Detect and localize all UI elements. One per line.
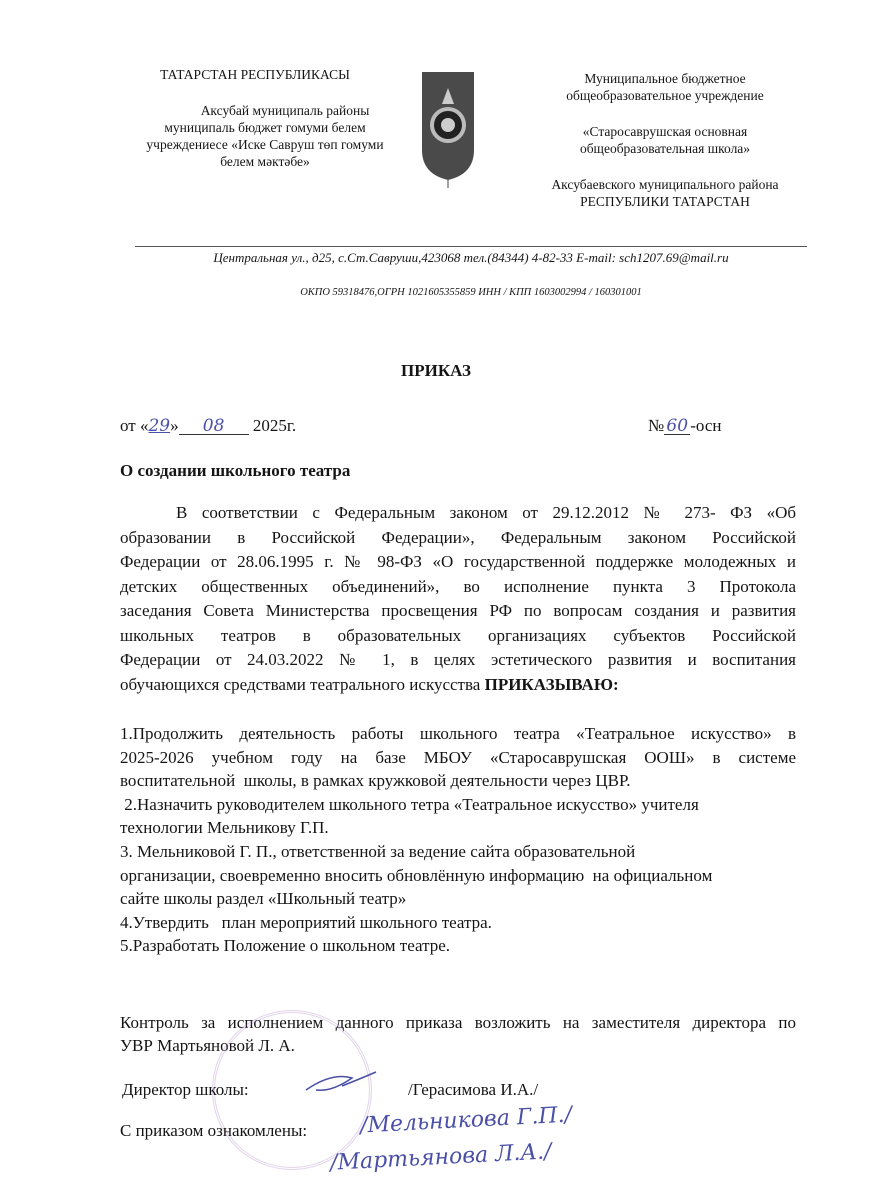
preamble-line: Федерации от 28.06.1995 г. № 98-ФЗ «О государственной поддержке молодежных и: [120, 552, 796, 571]
order-number-value: 60: [664, 418, 690, 435]
control-line: Контроль за исполнением данного приказа возложить на заместителя директора по: [120, 1013, 796, 1032]
date-prefix: от «: [120, 416, 149, 435]
preamble-line: [120, 675, 796, 695]
order-item-line: 5.Разработать Положение о школьном театре.: [120, 936, 451, 956]
registration-codes: ОКПО 59318476,ОГРН 1021605355859 ИНН / КПП 1603002994 / 160301001: [300, 287, 642, 298]
order-item-line: 4.Утвердить план мероприятий школьного театра.: [120, 912, 492, 932]
order-item-line: 2.Назначить руководителем школьного тетра «Театральное искусство» учителя: [120, 794, 699, 814]
header-left-line: Аксубай муниципаль районы: [200, 103, 370, 118]
order-item-line: воспитательной школы, в рамках кружковой деятельности через ЦВР.: [120, 771, 631, 791]
header-right: [540, 70, 790, 210]
header-left-line: белем мәктәбе»: [220, 154, 310, 169]
preamble-line: заседания Совета Министерства просвещения РФ по вопросам создания и развития: [120, 601, 796, 620]
preamble-line: В соответствии с Федеральным законом от 29.12.2012 № 273- ФЗ «Об: [176, 503, 796, 522]
header-left-line: муниципаль бюджет гомуми белем: [164, 120, 366, 135]
date-year: 2025г.: [252, 416, 297, 435]
order-number-suffix: -осн: [690, 416, 722, 435]
acquainted-label: С приказом ознакомлены:: [120, 1121, 308, 1140]
preamble-line: детских общественных объединений», во исполнение пункта 3 Протокола: [120, 576, 796, 596]
order-item-line: 2025-2026 учебном году на базе МБОУ «Старосаврушская ООШ» в системе: [120, 747, 796, 767]
order-item-line: технологии Мельникову Г.П.: [120, 818, 329, 838]
director-label: Директор школы:: [122, 1080, 249, 1099]
header-right-line: Аксубаевского муниципального района: [551, 177, 779, 192]
order-item-line: организации, своевременно вносить обновлённую информацию на официальном: [120, 865, 713, 885]
number-sign: №: [648, 416, 665, 435]
order-subject: О создании школьного театра: [120, 461, 351, 480]
header-right-line: «Старосаврушская основная: [582, 124, 748, 139]
acquainted-name: /Мельникова Г.П./: [359, 1102, 573, 1139]
date-month: 08: [179, 418, 249, 435]
director-signature: [302, 1068, 382, 1100]
header-left-republic: ТАТАРСТАН РЕСПУБЛИКАСЫ: [160, 67, 350, 82]
order-item-line: 1.Продолжить деятельность работы школьного театра «Театральное искусство» в: [120, 724, 796, 743]
director-name: /Герасимова И.А./: [408, 1080, 539, 1099]
header-right-line: общеобразовательная школа»: [579, 141, 751, 156]
header-divider: [135, 246, 807, 247]
header-right-line: РЕСПУБЛИКИ ТАТАРСТАН: [580, 194, 750, 209]
order-number: [648, 416, 721, 436]
header-left: [140, 66, 390, 170]
acquainted-name: /Мартьянова Л.А./: [329, 1139, 553, 1176]
control-line: УВР Мартьяновой Л. А.: [120, 1036, 295, 1055]
document-title: ПРИКАЗ: [401, 361, 471, 380]
order-item-line: 3. Мельниковой Г. П., ответственной за ведение сайта образовательной: [120, 842, 636, 861]
order-item-line: сайте школы раздел «Школьный театр»: [120, 889, 407, 909]
date-mid: »: [170, 416, 179, 435]
header-right-line: Муниципальное бюджетное: [584, 71, 746, 86]
order-word: ПРИКАЗЫВАЮ:: [484, 674, 619, 694]
date-day: 29: [148, 416, 171, 436]
preamble-text: обучающихся средствами театрального искусства: [120, 674, 485, 694]
header-left-line: учреждениесе «Иске Савруш төп гомуми: [146, 137, 384, 152]
preamble-line: школьных театров в образовательных организациях субъектов Российской: [120, 625, 796, 645]
header-right-line: общеобразовательное учреждение: [566, 88, 764, 103]
coat-of-arms-emblem: [420, 70, 476, 182]
preamble-line: Федерации от 24.03.2022 № 1, в целях эстетического развития и воспитания: [120, 650, 796, 669]
preamble-line: образовании в Российской Федерации», Федеральным законом Российской: [120, 527, 796, 547]
address-line: Центральная ул., д25, с.Ст.Саврушu,423068 тел.(84344) 4-82-33 E-mail: sch1207.69@mail.ru: [213, 250, 729, 265]
